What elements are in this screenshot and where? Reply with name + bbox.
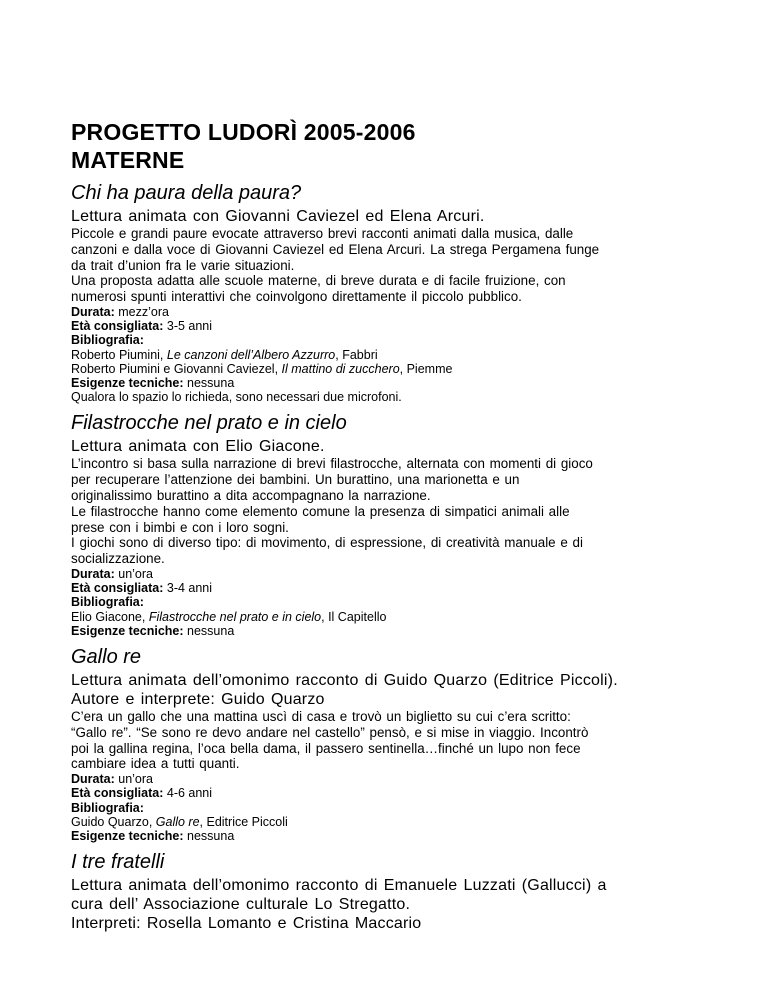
text-run: nessuna xyxy=(183,829,235,843)
body-line xyxy=(71,551,728,567)
text-run: Lettura animata con Elio Giacone. xyxy=(71,438,325,456)
meta-line xyxy=(71,362,728,376)
document-title-line-1: PROGETTO LUDORÌ 2005-2006 xyxy=(71,119,416,145)
body-line xyxy=(71,472,728,488)
meta-line xyxy=(71,348,728,362)
text-run: Qualora lo spazio lo richieda, sono necessari due microfoni. xyxy=(71,390,402,405)
text-run: da trait d’union fra le varie situazioni. xyxy=(71,257,295,273)
body-line xyxy=(71,456,728,472)
lead-line xyxy=(71,895,728,914)
text-run: C’era un gallo che una mattina uscì di casa e trovò un biglietto su cui c’era scritto: xyxy=(71,709,571,724)
text-run: “Gallo re”. “Se sono re devo andare nel castello” pensò, e si mise in viaggio. Incontrò xyxy=(71,724,589,740)
document-title-line-2: MATERNE xyxy=(71,147,185,173)
text-run: Durata: xyxy=(71,566,115,581)
meta-line xyxy=(71,333,728,347)
text-run: Le canzoni dell’Albero Azzurro xyxy=(166,347,336,362)
section-heading: I tre fratelli xyxy=(71,851,165,874)
body-line xyxy=(71,289,728,305)
text-run: 4-6 anni xyxy=(163,786,213,801)
text-run: Elio Giacone, xyxy=(71,609,149,624)
text-run: socializzazione. xyxy=(71,551,165,567)
text-run: Gallo re xyxy=(155,814,200,829)
text-run: Durata: xyxy=(71,304,115,319)
body-line xyxy=(71,226,728,242)
body-line xyxy=(71,741,728,757)
text-run: nessuna xyxy=(183,623,235,638)
text-run: Filastrocche nel prato e in cielo xyxy=(148,609,322,624)
meta-line xyxy=(71,390,728,404)
meta-line xyxy=(71,815,728,829)
section xyxy=(71,411,728,638)
text-run: Bibliografia: xyxy=(71,333,144,348)
body-line xyxy=(71,258,728,274)
meta-line xyxy=(71,319,728,333)
text-run: Le filastrocche hanno come elemento comune la presenza di simpatici animali alle xyxy=(71,503,570,519)
section-heading: Chi ha paura della paura? xyxy=(71,182,302,204)
text-run: numerosi spunti interattivi che coinvolgono direttamente il piccolo pubblico. xyxy=(71,289,522,305)
text-run: mezz’ora xyxy=(114,304,169,319)
body-line xyxy=(71,242,728,258)
text-run: Durata: xyxy=(71,772,115,787)
body-line xyxy=(71,504,728,520)
text-run: poi la gallina regina, l’oca bella dama, il passero sentinella…finché un lupo non fece xyxy=(71,740,581,756)
text-run: L’incontro si basa sulla narrazione di brevi filastrocche, alternata con momenti di gioco xyxy=(71,456,593,472)
text-run: Esigenze tecniche: xyxy=(71,829,184,843)
text-run: Il mattino di zucchero xyxy=(281,361,400,376)
meta-line xyxy=(71,567,728,581)
meta-line xyxy=(71,581,728,595)
text-run: Bibliografia: xyxy=(71,595,144,610)
text-run: Età consigliata: xyxy=(71,319,164,334)
text-run: , Fabbri xyxy=(335,347,378,362)
text-run: originalissimo burattino a dita accompagnano la narrazione. xyxy=(71,488,431,503)
text-run: prese con i bimbi e con i loro sogni. xyxy=(71,519,289,535)
text-run: un’ora xyxy=(114,772,153,787)
text-run: Lettura animata dell’omonimo racconto di Guido Quarzo (Editrice Piccoli). xyxy=(71,672,618,689)
text-run: I giochi sono di diverso tipo: di movimento, di espressione, di creatività manuale e di xyxy=(71,535,583,551)
text-run: Autore e interprete: Guido Quarzo xyxy=(71,691,325,708)
lead-line xyxy=(71,671,728,690)
lead-line xyxy=(71,876,728,895)
lead-line xyxy=(71,207,728,226)
text-run: Lettura animata con Giovanni Caviezel ed Elena Arcuri. xyxy=(71,208,485,225)
text-run: un’ora xyxy=(114,566,153,581)
meta-line xyxy=(71,595,728,609)
text-run: Roberto Piumini, xyxy=(71,347,167,362)
lead-line xyxy=(71,914,728,933)
meta-line xyxy=(71,772,728,786)
meta-line xyxy=(71,829,728,843)
section xyxy=(71,645,728,843)
text-run: canzoni e dalla voce di Giovanni Caviezel ed Elena Arcuri. La strega Pergamena funge xyxy=(71,241,600,257)
meta-line xyxy=(71,801,728,815)
text-run: cura dell’ Associazione culturale Lo Stregatto. xyxy=(71,896,411,914)
text-run: nessuna xyxy=(183,376,235,390)
meta-line xyxy=(71,376,728,390)
body-line xyxy=(71,273,728,289)
text-run: , Il Capitello xyxy=(321,609,387,624)
text-run: Esigenze tecniche: xyxy=(71,376,184,390)
meta-line xyxy=(71,305,728,319)
text-run: Bibliografia: xyxy=(71,800,144,815)
text-run: Età consigliata: xyxy=(71,581,164,596)
lead-line xyxy=(71,437,728,456)
lead-line xyxy=(71,690,728,709)
meta-line xyxy=(71,786,728,800)
body-line xyxy=(71,725,728,741)
text-run: cambiare idea a tutti quanti. xyxy=(71,756,240,772)
text-run: Età consigliata: xyxy=(71,786,164,801)
text-run: , Piemme xyxy=(399,361,453,376)
text-run: , Editrice Piccoli xyxy=(199,814,288,829)
section-heading: Gallo re xyxy=(71,646,142,668)
body-line xyxy=(71,488,728,504)
body-line xyxy=(71,535,728,551)
section-heading: Filastrocche nel prato e in cielo xyxy=(71,412,347,435)
text-run: Guido Quarzo, xyxy=(71,814,156,829)
body-line xyxy=(71,709,728,725)
text-run: Una proposta adatta alle scuole materne, di breve durata e di facile fruizione, con xyxy=(71,273,566,289)
text-run: per recuperare l’attenzione dei bambini. Un burattino, una marionetta e un xyxy=(71,472,520,488)
text-run: Interpreti: Rosella Lomanto e Cristina Maccario xyxy=(71,915,422,933)
meta-line xyxy=(71,610,728,624)
text-run: 3-5 anni xyxy=(163,319,213,334)
text-run: Piccole e grandi paure evocate attraverso brevi racconti animati dalla musica, dalle xyxy=(71,226,574,241)
text-run: 3-4 anni xyxy=(163,581,213,596)
text-run: Esigenze tecniche: xyxy=(71,623,184,638)
body-line xyxy=(71,756,728,772)
section xyxy=(71,181,728,404)
text-run: Lettura animata dell’omonimo racconto di Emanuele Luzzati (Gallucci) a xyxy=(71,877,607,895)
meta-line xyxy=(71,624,728,638)
sections xyxy=(71,181,728,933)
section xyxy=(71,850,728,933)
text-run: Roberto Piumini e Giovanni Caviezel, xyxy=(71,361,282,376)
body-line xyxy=(71,520,728,536)
